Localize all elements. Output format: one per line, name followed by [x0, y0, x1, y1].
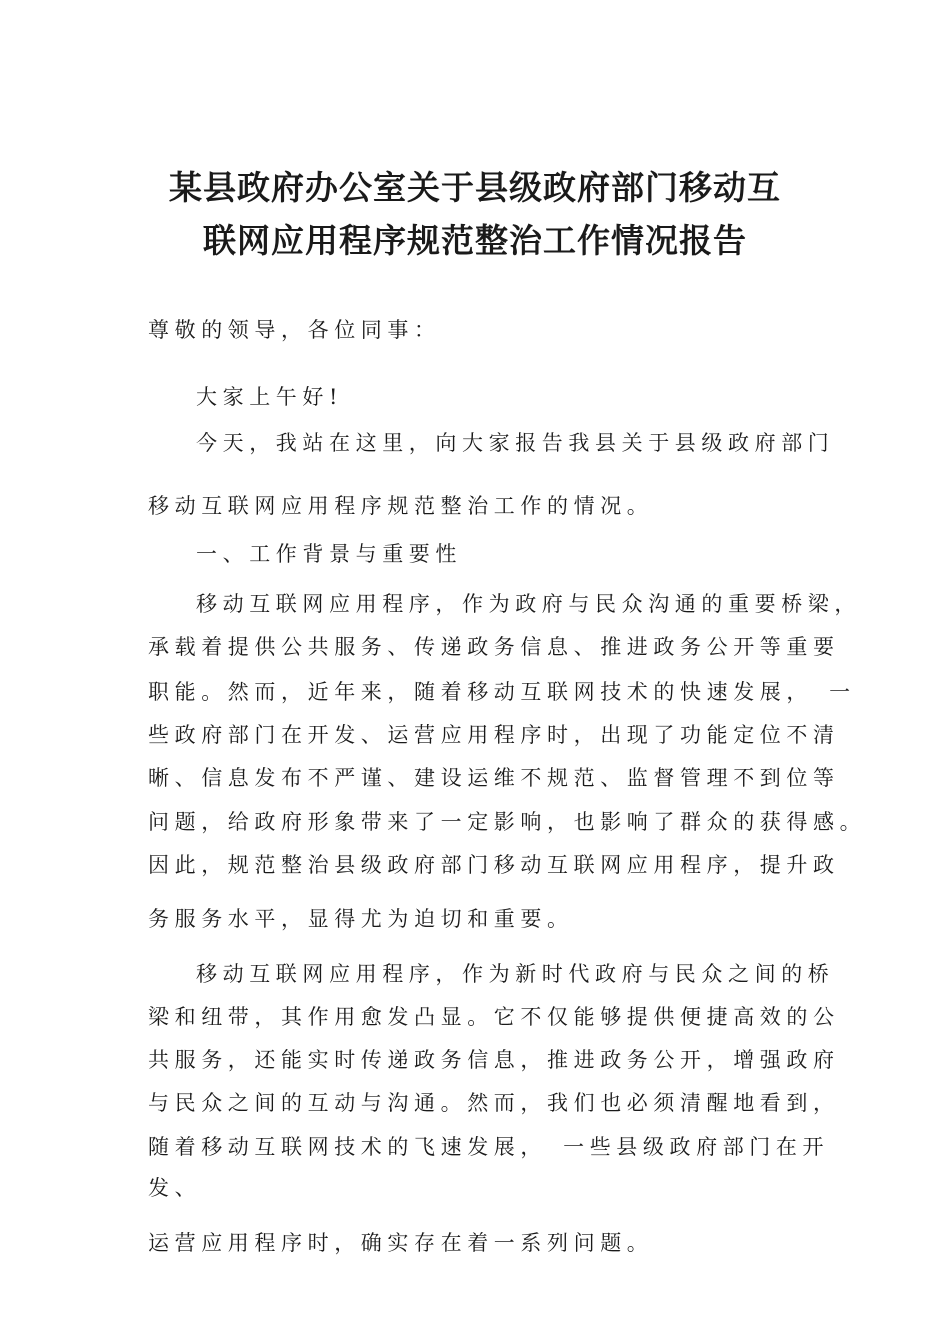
- paragraph-line: 问题，给政府形象带来了一定影响，也影响了群众的获得感。: [148, 810, 867, 834]
- paragraph-line: 些政府部门在开发、运营应用程序时，出现了功能定位不清: [148, 723, 840, 747]
- paragraph-line: 大家上午好!: [196, 385, 344, 409]
- paragraph-line: 与民众之间的互动与沟通。然而，我们也必须清醒地看到，: [148, 1091, 840, 1115]
- paragraph-line: 共服务，还能实时传递政务信息，推进政务公开，增强政府: [148, 1048, 840, 1072]
- paragraph-line: 梁和纽带，其作用愈发凸显。它不仅能够提供便捷高效的公: [148, 1005, 840, 1029]
- document-title-line-1: 某县政府办公室关于县级政府部门移动互: [169, 168, 781, 207]
- greeting: 尊敬的领导，各位同事：: [148, 318, 441, 342]
- paragraph-line: 晰、信息发布不严谨、建设运维不规范、监督管理不到位等: [148, 766, 840, 790]
- paragraph-line: 移动互联网应用程序，作为政府与民众沟通的重要桥梁，: [196, 592, 861, 616]
- paragraph-line: 因此，规范整治县级政府部门移动互联网应用程序，提升政: [148, 853, 840, 877]
- paragraph-line: 职能。然而，近年来，随着移动互联网技术的快速发展， 一: [148, 680, 856, 704]
- paragraph-line: 运营应用程序时，确实存在着一系列问题。: [148, 1231, 654, 1255]
- paragraph-line: 移动互联网应用程序，作为新时代政府与民众之间的桥: [196, 962, 835, 986]
- paragraph-line: 发、: [148, 1176, 202, 1200]
- paragraph-line: 承载着提供公共服务、传递政务信息、推进政务公开等重要: [148, 635, 840, 659]
- paragraph-line: 今天，我站在这里，向大家报告我县关于县级政府部门: [196, 431, 835, 455]
- paragraph-line: 务服务水平，显得尤为迫切和重要。: [148, 907, 574, 931]
- document-title-line-2: 联网应用程序规范整治工作情况报告: [203, 221, 747, 260]
- section-heading: 一、工作背景与重要性: [196, 542, 462, 566]
- paragraph-line: 随着移动互联网技术的飞速发展， 一些县级政府部门在开: [148, 1135, 830, 1159]
- paragraph-line: 移动互联网应用程序规范整治工作的情况。: [148, 494, 654, 518]
